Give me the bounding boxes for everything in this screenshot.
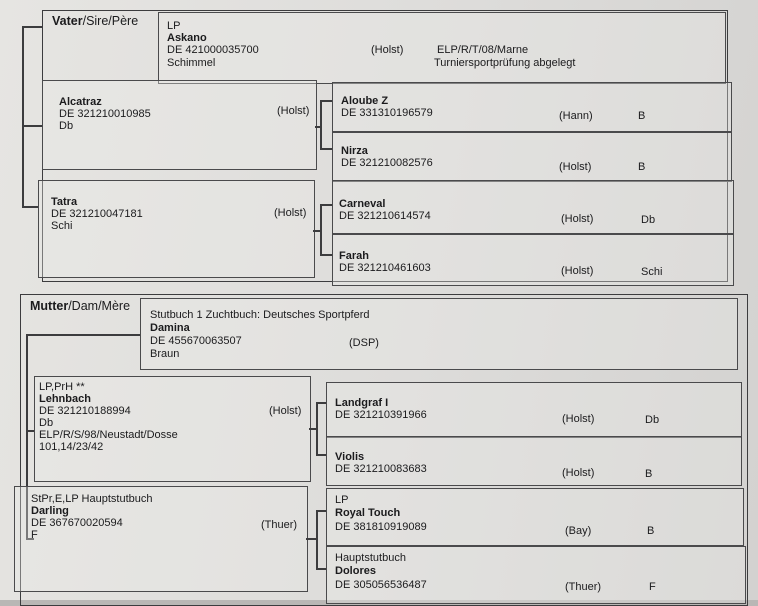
dam-gp-4-color: F [649,581,656,593]
sire-dam-color: Schi [51,220,73,232]
dam-gp-2-reg: DE 321210083683 [335,463,427,475]
sire-sire-reg: DE 321210010985 [59,108,151,120]
sire-main-box [158,12,726,84]
dam-gp-1-breed: (Holst) [562,413,595,425]
sire-gp-4-color: Schi [641,266,663,278]
sire-sire-name: Alcatraz [59,96,102,108]
sire-gp-2-name: Nirza [341,145,368,157]
sire-name: Askano [167,32,207,44]
dam-sire-reg: DE 321210188994 [39,405,131,417]
sire-gp-1-color: B [638,110,646,122]
sire-gp-1-breed: (Hann) [559,110,593,122]
dam-sire-performance: ELP/R/S/98/Neustadt/Dosse [39,429,178,441]
sire-performance: ELP/R/T/08/Marne [437,44,529,56]
sire-gp-4-breed: (Holst) [561,265,594,277]
dam-gp-1-name: Landgraf I [335,397,389,409]
dam-gp-3-prefix: LP [335,494,349,506]
dam-gp-2-name: Violis [335,451,365,463]
sire-dam-breed: (Holst) [274,207,307,219]
sire-gp-2-box [332,132,732,182]
dam-breed: (DSP) [349,337,379,349]
dam-dam-reg: DE 367670020594 [31,517,123,529]
sire-gp-3-box [332,180,734,234]
dam-gp-4-reg: DE 305056536487 [335,579,427,591]
sire-note: Turniersportprüfung abgelegt [434,57,576,69]
dam-sire-color: Db [39,417,54,429]
sire-dam-box [38,180,315,278]
sire-gp-2-reg: DE 321210082576 [341,157,433,169]
sire-sire-box [42,80,317,170]
dam-sire-box [34,376,311,482]
sire-color: Schimmel [167,57,216,69]
sire-gp-4-box [332,234,734,286]
dam-gp-4-box [326,546,746,604]
dam-gp-2-color: B [645,468,653,480]
sire-reg: DE 421000035700 [167,44,259,56]
dam-gp-3-name: Royal Touch [335,507,401,519]
sire-gp-2-color: B [638,161,646,173]
dam-sire-breed: (Holst) [269,405,302,417]
dam-dam-color: F [31,529,38,541]
dam-gp-3-color: B [647,525,655,537]
dam-gp-4-name: Dolores [335,565,376,577]
sire-gp-1-box [332,82,732,132]
sire-breed: (Holst) [371,44,404,56]
dam-dam-box [14,486,308,592]
dam-sire-scores: 101,14/23/42 [39,441,104,453]
dam-studbook: Stutbuch 1 Zuchtbuch: Deutsches Sportpferd [150,309,370,321]
sire-prefix: LP [167,20,181,32]
dam-gp-1-box [326,382,742,438]
sire-gp-1-reg: DE 331310196579 [341,107,433,119]
dam-main-box [140,298,738,370]
sire-section-title: Vater/Sire/Père [52,14,139,28]
dam-reg: DE 455670063507 [150,335,242,347]
sire-dam-name: Tatra [51,196,78,208]
dam-gp-3-breed: (Bay) [565,525,592,537]
dam-dam-name: Darling [31,505,69,517]
dam-gp-4-prefix: Hauptstutbuch [335,552,406,564]
dam-color: Braun [150,348,180,360]
dam-gp-3-box [326,488,744,546]
dam-gp-1-reg: DE 321210391966 [335,409,427,421]
dam-sire-prefix: LP,PrH ** [39,381,85,393]
dam-gp-2-breed: (Holst) [562,467,595,479]
dam-gp-1-color: Db [645,414,660,426]
dam-sire-name: Lehnbach [39,393,91,405]
dam-section-title: Mutter/Dam/Mère [30,299,131,313]
sire-sire-breed: (Holst) [277,105,310,117]
sire-gp-3-name: Carneval [339,198,386,210]
dam-dam-prefix: StPr,E,LP Hauptstutbuch [31,493,153,505]
dam-dam-breed: (Thuer) [261,519,298,531]
dam-gp-3-reg: DE 381810919089 [335,521,427,533]
sire-gp-2-breed: (Holst) [559,161,592,173]
sire-gp-1-name: Aloube Z [341,95,389,107]
dam-gp-2-box [326,436,742,486]
sire-sire-color: Db [59,120,74,132]
sire-gp-4-reg: DE 321210461603 [339,262,431,274]
sire-gp-4-name: Farah [339,250,369,262]
dam-gp-4-breed: (Thuer) [565,581,602,593]
sire-gp-3-color: Db [641,214,656,226]
sire-gp-3-reg: DE 321210614574 [339,210,431,222]
sire-gp-3-breed: (Holst) [561,213,594,225]
dam-name: Damina [150,322,190,334]
sire-dam-reg: DE 321210047181 [51,208,143,220]
